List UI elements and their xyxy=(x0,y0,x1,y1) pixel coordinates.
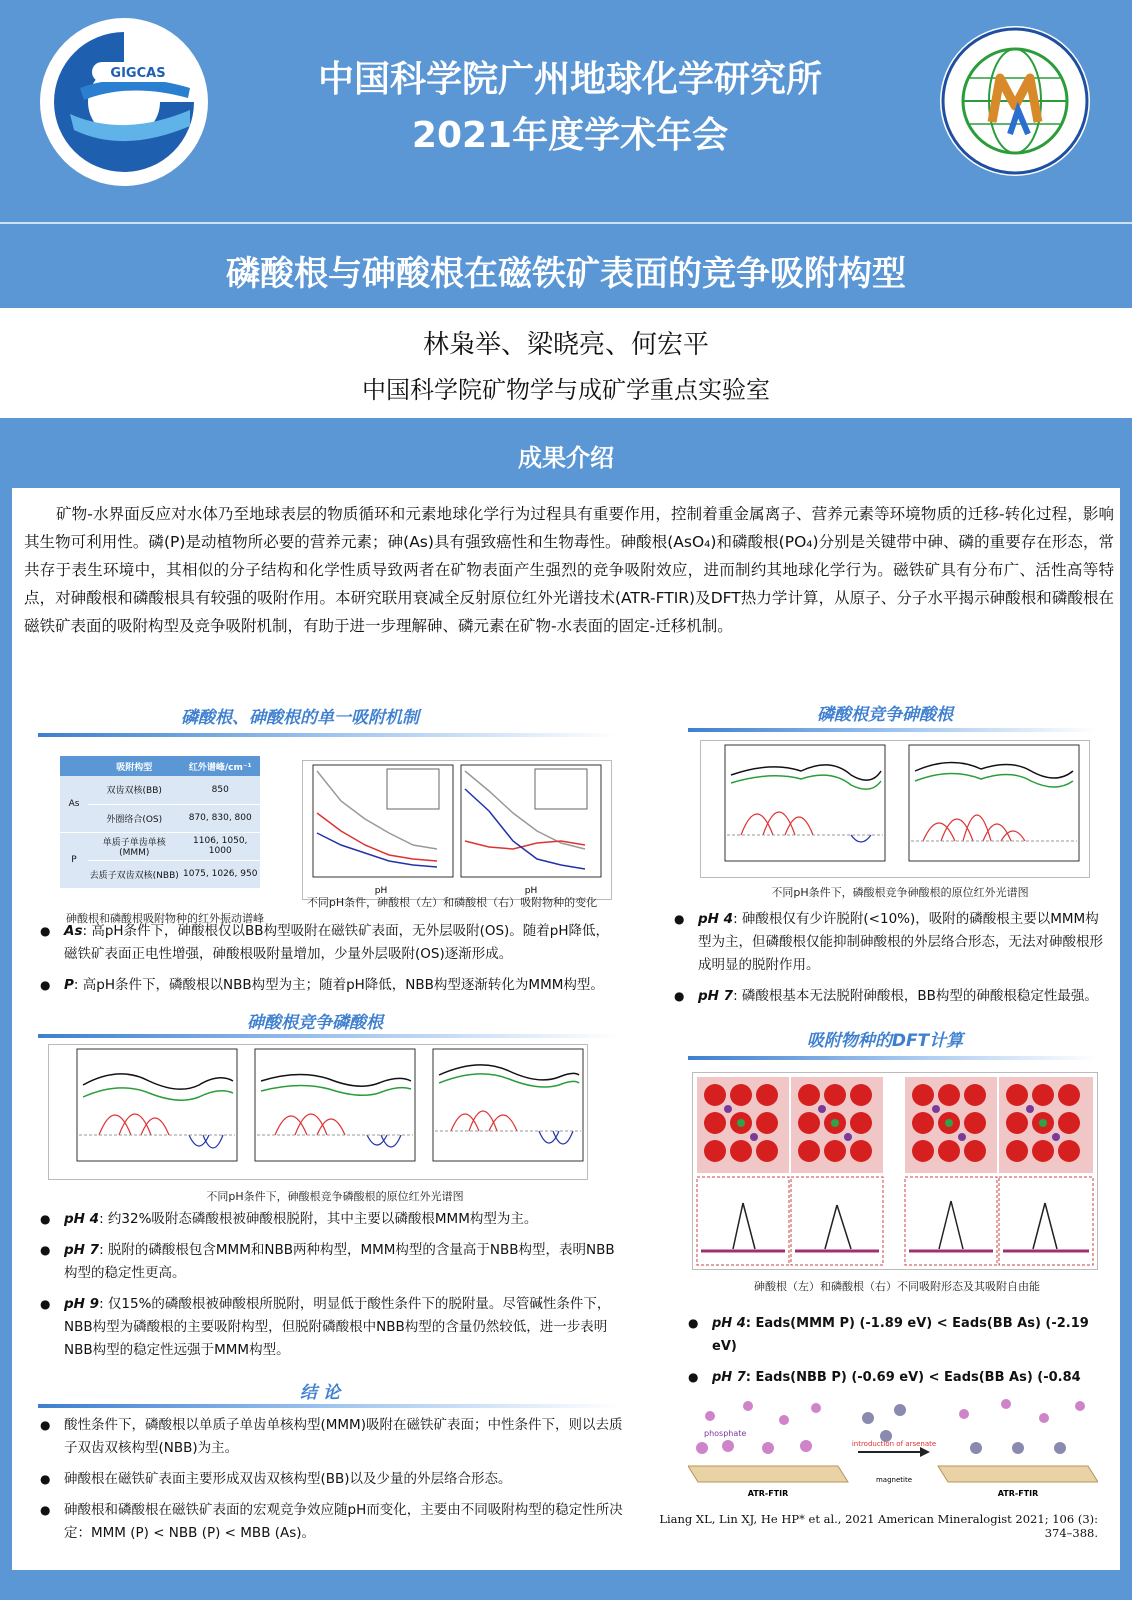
table-cell: 单质子单齿单核(MMM) xyxy=(88,832,180,860)
ir-peak-table xyxy=(60,756,260,889)
table-row xyxy=(60,776,260,804)
table-row xyxy=(60,832,260,860)
peak-area-charts xyxy=(302,760,612,900)
table-cell: 850 xyxy=(180,776,260,804)
svg-text:magnetite: magnetite xyxy=(875,1476,913,1484)
sec5-underline xyxy=(688,1056,1098,1060)
arsenate-competes-phosphate-spectra xyxy=(48,1044,588,1180)
bottom-frame xyxy=(0,1570,1132,1600)
key-lab-logo xyxy=(940,26,1090,176)
sec2-caption: 不同pH条件下，砷酸根竞争磷酸根的原位红外光谱图 xyxy=(206,1190,464,1203)
conclusion-1: ● 酸性条件下，磷酸根以单质子单齿单核构型(MMM)吸附在磁铁矿表面；中性条件下，则以去质子双齿双核构型(NBB)为主。 xyxy=(38,1414,628,1460)
svg-text:ATR-FTIR: ATR-FTIR xyxy=(747,1489,789,1498)
sec3-bullets xyxy=(38,1414,628,1553)
institute-title xyxy=(230,52,910,164)
table-header-peaks: 红外谱峰/cm⁻¹ xyxy=(180,756,260,776)
authors: 林枭举、梁晓亮、何宏平 xyxy=(422,330,709,360)
sec1-bullets xyxy=(38,920,618,1005)
header-band xyxy=(0,0,1132,222)
eq-ph4: ● pH 4: Eads(MMM P) (-1.89 eV) < Eads(BB As) (-2.19 eV) xyxy=(686,1312,1106,1358)
table-row xyxy=(60,860,260,888)
svg-text:phosphate: phosphate xyxy=(704,1429,747,1438)
results-band xyxy=(0,418,1132,488)
eq-ph7: ● pH 7: Eads(NBB P) (-0.69 eV) < Eads(BB As) (-0.84 xyxy=(686,1366,1106,1412)
results-heading: 成果介绍 xyxy=(518,444,614,472)
reference: Liang XL, Lin XJ, He HP* et al., 2021 American Mineralogist 2021; 106 (3): 374–388. xyxy=(659,1512,1098,1540)
bullet-ph7: ● pH 7: 脱附的磷酸根包含MMM和NBB两种构型，MMM构型的含量高于NBB构型，表明NBB构型的稳定性更高。 xyxy=(38,1239,618,1285)
table-row xyxy=(60,804,260,832)
table-header-config: 吸附构型 xyxy=(88,756,180,776)
affiliation: 中国科学院矿物学与成矿学重点实验室 xyxy=(362,376,770,404)
table-cell: 外圈络合(OS) xyxy=(88,804,180,832)
phosphate-competes-arsenate-spectra xyxy=(700,740,1090,878)
bullet-as: ● As: 高pH条件下，砷酸根仅以BB构型吸附在磁铁矿表面，无外层吸附(OS)。随着pH降低，磁铁矿表面正电性增强，砷酸根吸附量增加，少量外层吸附(OS)逐渐形成。 xyxy=(38,920,618,966)
left-frame xyxy=(0,488,12,1570)
svg-text:ATR-FTIR: ATR-FTIR xyxy=(997,1489,1039,1498)
sec5-caption: 砷酸根（左）和磷酸根（右）不同吸附形态及其吸附自由能 xyxy=(754,1280,1040,1293)
table-group-as: As xyxy=(60,776,88,832)
adsorption-schematic xyxy=(688,1392,1098,1502)
sec1-underline xyxy=(38,733,618,737)
bullet-sec4-ph4: ● pH 4: 砷酸根仅有少许脱附(<10%)，吸附的磷酸根主要以MMM构型为主，但磷酸根仅能抑制砷酸根的外层络合形态，无法对砷酸根形成明显的脱附作用。 xyxy=(672,908,1112,977)
sec4-underline xyxy=(688,728,1098,732)
sec4-bullets xyxy=(672,908,1112,1016)
table-cell: 双齿双核(BB) xyxy=(88,776,180,804)
sec3-heading: 结 论 xyxy=(300,1383,340,1403)
bullet-p: ● P: 高pH条件下，磷酸根以NBB构型为主；随着pH降低，NBB构型逐渐转化为MMM构型。 xyxy=(38,974,618,997)
intro-paragraph: 矿物-水界面反应对水体乃至地球表层的物质循环和元素地球化学行为过程具有重要作用，控制着重金属离子、营养元素等环境物质的迁移-转化过程，影响其生物可利用性。磷(P)是动植物所必要的营养元素；砷(As)具有强致癌性和生物毒性。砷酸根(AsO₄)和磷酸根(PO₄)分别是关键带中砷、磷的重要存在形态，常共存于表生环境中，其相似的分子结构和化学性质导致两者在矿物表面产生强烈的竞争吸附效应，进而制约其地球化学行为。磁铁矿具有分布广、活性高等特点，对砷酸根和磷酸根具有较强的吸附作用。本研究联用衰减全反射原位红外光谱技术(ATR-FTIR)及DFT热力学计算，从原子、分子水平揭示砷酸根和磷酸根在磁铁矿表面的吸附构型及竞争吸附机制，有助于进一步理解砷、磷元素在矿物-水表面的固定-迁移机制。 xyxy=(24,505,1114,635)
dft-structures-figure xyxy=(692,1072,1098,1270)
right-frame xyxy=(1120,488,1132,1570)
table-cell: 1106, 1050, 1000 xyxy=(180,832,260,860)
title-band xyxy=(0,222,1132,308)
table-cell: 870, 830, 800 xyxy=(180,804,260,832)
sec4-caption: 不同pH条件下，磷酸根竞争砷酸根的原位红外光谱图 xyxy=(771,886,1029,899)
bullet-ph4: ● pH 4: 约32%吸附态磷酸根被砷酸根脱附，其中主要以磷酸根MMM构型为主。 xyxy=(38,1208,618,1231)
sec3-underline xyxy=(38,1404,618,1408)
conclusion-2: ● 砷酸根在磁铁矿表面主要形成双齿双核构型(BB)以及少量的外层络合形态。 xyxy=(38,1468,628,1491)
institute-line2: 2021年度学术年会 xyxy=(411,115,729,156)
sec1-heading: 磷酸根、砷酸根的单一吸附机制 xyxy=(181,708,419,728)
bullet-sec4-ph7: ● pH 7: 磷酸根基本无法脱附砷酸根，BB构型的砷酸根稳定性最强。 xyxy=(672,985,1112,1008)
sec5-heading: 吸附物种的DFT计算 xyxy=(806,1031,964,1051)
table-cell: 1075, 1026, 950 xyxy=(180,860,260,888)
logo-text: GIGCAS xyxy=(110,66,166,81)
svg-text:introduction of arsenate: introduction of arsenate xyxy=(851,1440,937,1448)
authors-box xyxy=(14,308,1118,418)
table-caption: 砷酸根和磷酸根吸附物种的红外振动谱峰 xyxy=(66,912,264,925)
sec2-underline xyxy=(38,1034,618,1038)
bullet-ph9: ● pH 9: 仅15%的磷酸根被砷酸根所脱附，明显低于酸性条件下的脱附量。尽管碱性条件下，NBB构型为磷酸根的主要吸附构型，但脱附磷酸根中NBB构型的含量仍然较低，进一步表明NBB构型的稳定性远强于MMM构型。 xyxy=(38,1293,618,1362)
sec4-heading: 磷酸根竞争砷酸根 xyxy=(817,705,953,725)
sec1-chart-caption: 不同pH条件，砷酸根（左）和磷酸根（右）吸附物种的变化 xyxy=(306,896,598,909)
conclusion-3: ● 砷酸根和磷酸根在磁铁矿表面的宏观竞争效应随pH而变化，主要由不同吸附构型的稳定性所决定：MMM (P) < NBB (P) < MBB (As)。 xyxy=(38,1499,628,1545)
poster-title: 磷酸根与砷酸根在磁铁矿表面的竞争吸附构型 xyxy=(226,254,906,294)
sec2-bullets xyxy=(38,1208,618,1370)
gigcas-logo xyxy=(40,18,208,186)
table-group-p: P xyxy=(60,832,88,888)
table-cell: 去质子双齿双核(NBB) xyxy=(88,860,180,888)
institute-line1: 中国科学院广州地球化学研究所 xyxy=(317,59,822,100)
svg-text:pH: pH xyxy=(374,886,388,896)
sec2-heading: 砷酸根竞争磷酸根 xyxy=(247,1013,383,1033)
svg-text:pH: pH xyxy=(524,886,538,896)
